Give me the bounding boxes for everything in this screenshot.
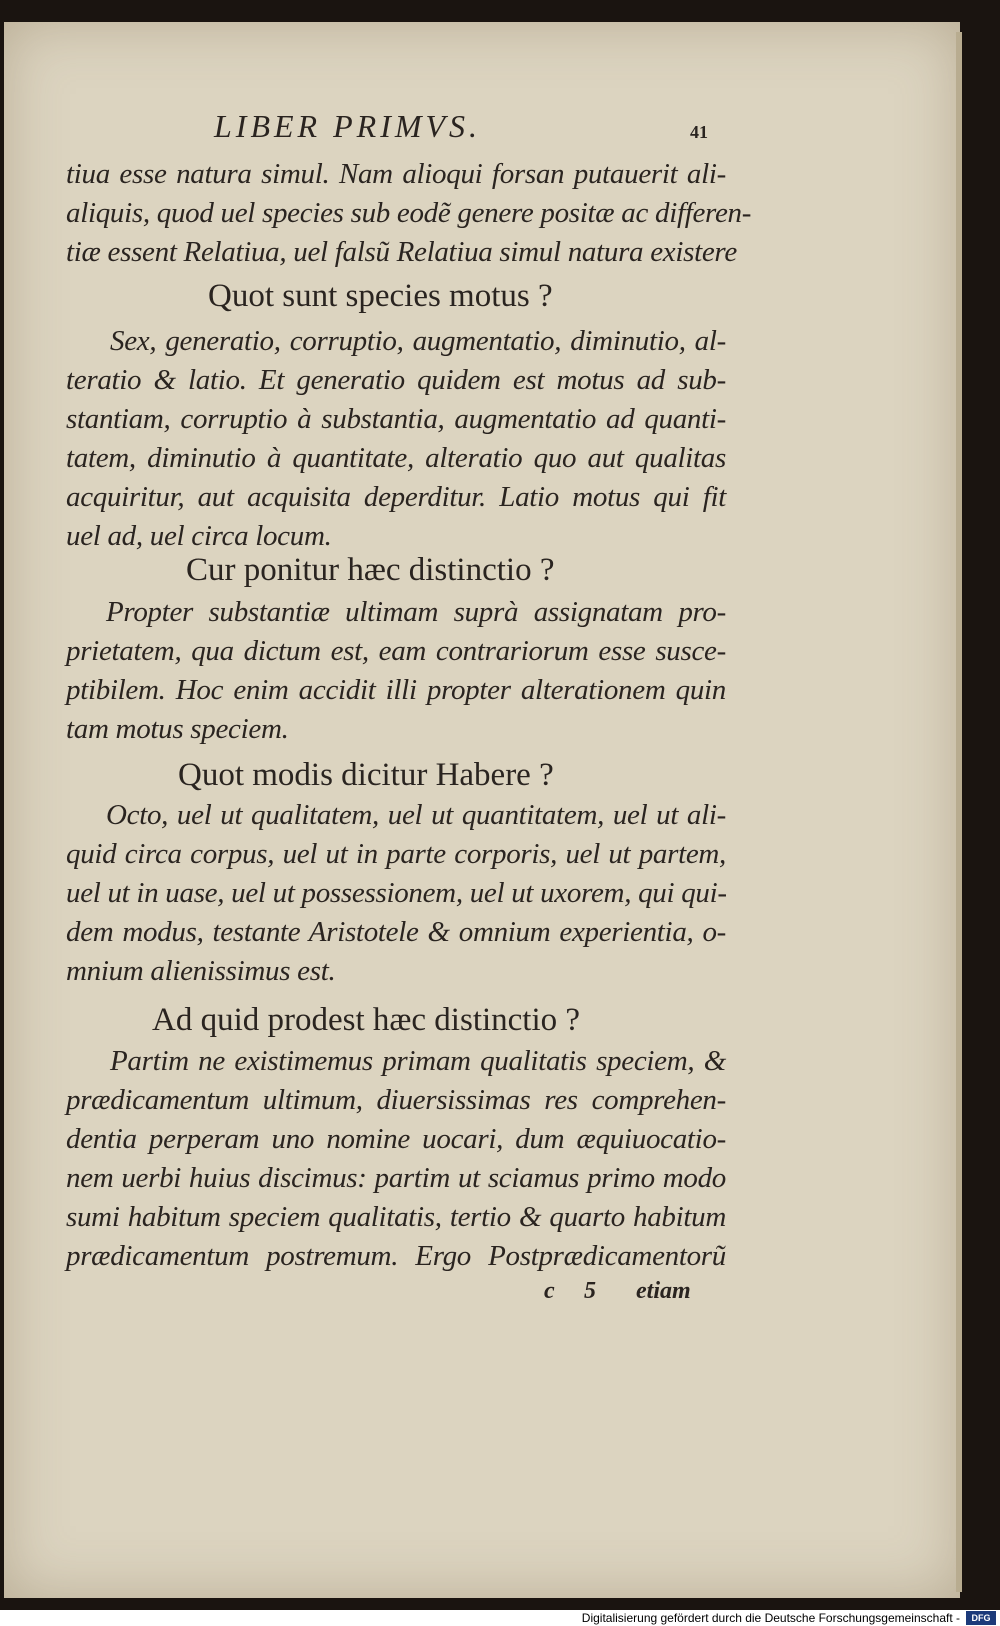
text-line: tiua esse natura simul. Nam alioqui forsan putauerit ali- — [66, 158, 726, 190]
text-line: tam motus speciem. — [66, 713, 289, 745]
text-line: aliquis, quod uel species sub eodẽ genere positæ ac differen- — [66, 197, 752, 229]
question-heading: Ad quid prodest hæc distinctio ? — [152, 1002, 581, 1038]
question-heading: Cur ponitur hæc distinctio ? — [186, 552, 555, 588]
answer-paragraph — [66, 796, 726, 991]
text-line: Partim ne existimemus primam qualitatis speciem, & — [110, 1045, 726, 1077]
footer-bar — [0, 1610, 1000, 1626]
answer-paragraph — [66, 322, 726, 556]
text-line: prædicamentum ultimum, diuersissimas res comprehen- — [66, 1084, 726, 1116]
text-line: dem modus, testante Aristotele & omnium experientia, o- — [66, 916, 726, 948]
page-edge — [956, 32, 962, 1592]
text-line: prædicamentum postremum. Ergo Postprædicamentorũ — [66, 1240, 726, 1272]
text-line: dentia perperam uno nomine uocari, dum æquiuocatio- — [66, 1123, 726, 1155]
catchword: etiam — [636, 1278, 691, 1304]
text-line: teratio & latio. Et generatio quidem est motus ad sub- — [66, 364, 726, 396]
text-line: quid circa corpus, uel ut in parte corporis, uel ut partem, — [66, 838, 726, 870]
text-line: Propter substantiæ ultimam suprà assignatam pro- — [106, 596, 726, 628]
text-line: stantiam, corruptio à substantia, augmentatio ad quanti- — [66, 403, 726, 435]
paragraph-continuation — [66, 155, 752, 272]
text-line: ptibilem. Hoc enim accidit illi propter alterationem quin — [66, 674, 726, 706]
text-line: nem uerbi huius discimus: partim ut sciamus primo modo — [66, 1162, 726, 1194]
dfg-logo: DFG — [966, 1611, 996, 1625]
signature-letter: c — [544, 1278, 555, 1304]
footer-credit: Digitalisierung gefördert durch die Deutsche Forschungsgemeinschaft - — [581, 1611, 960, 1625]
text-line: tiæ essent Relatiua, uel falsũ Relatiua simul natura existere — [66, 236, 737, 268]
text-line: Octo, uel ut qualitatem, uel ut quantitatem, uel ut ali- — [106, 799, 726, 831]
answer-paragraph — [66, 593, 726, 749]
text-line: mnium alienissimus est. — [66, 955, 336, 987]
answer-paragraph — [66, 1042, 726, 1276]
text-line: uel ad, uel circa locum. — [66, 520, 332, 552]
text-line: sumi habitum speciem qualitatis, tertio & quarto habitum — [66, 1201, 726, 1233]
text-line: uel ut in uase, uel ut possessionem, uel ut uxorem, qui qui- — [66, 877, 727, 909]
signature-number: 5 — [584, 1278, 596, 1304]
text-line: acquiritur, aut acquisita deperditur. Latio motus qui fit — [66, 481, 726, 513]
text-line: Sex, generatio, corruptio, augmentatio, diminutio, al- — [110, 325, 726, 357]
text-line: prietatem, qua dictum est, eam contrariorum esse susce- — [66, 635, 726, 667]
running-head: LIBER PRIMVS. — [214, 108, 482, 144]
question-heading: Quot sunt species motus ? — [208, 278, 553, 314]
page-number: 41 — [690, 122, 708, 142]
text-line: tatem, diminutio à quantitate, alteratio quo aut qualitas — [66, 442, 726, 474]
question-heading: Quot modis dicitur Habere ? — [178, 757, 554, 793]
